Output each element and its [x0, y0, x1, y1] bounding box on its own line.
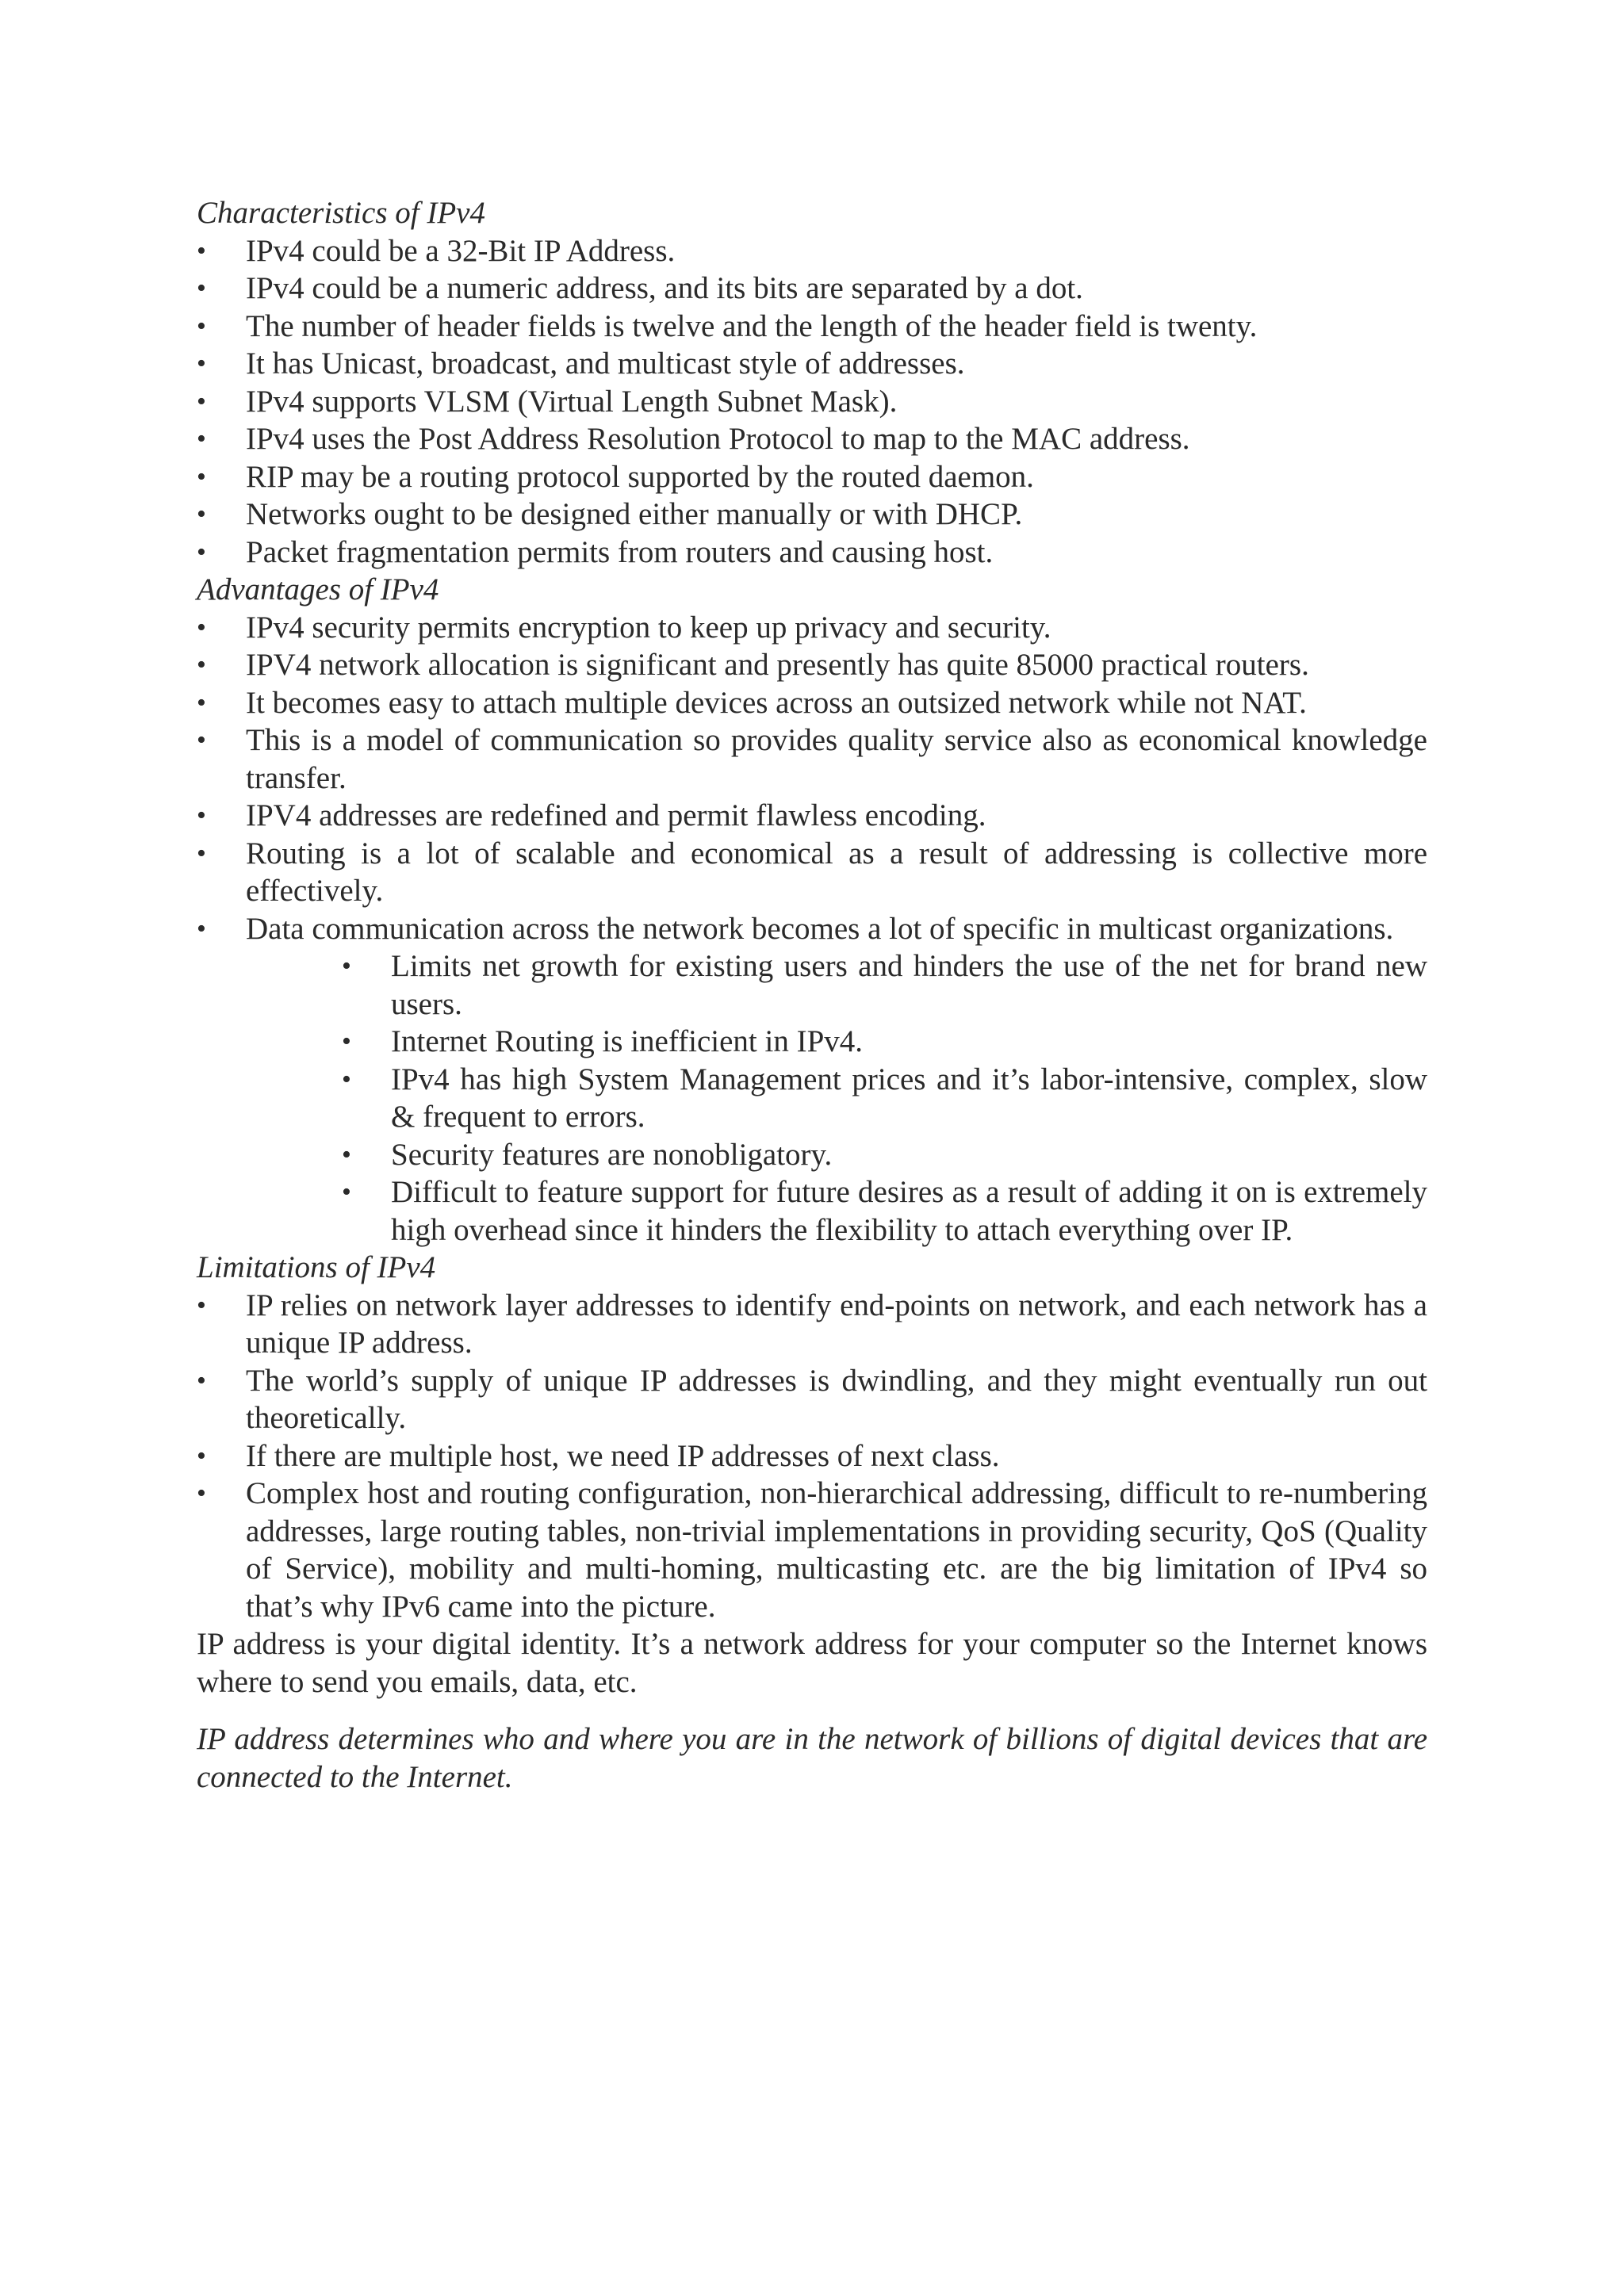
characteristics-heading: Characteristics of IPv4	[197, 196, 485, 230]
advantages-sub-list	[197, 947, 1427, 1249]
list-item: • This is a model of communication so provides quality service also as economical knowledge transfer.	[197, 721, 1427, 797]
document-page	[197, 194, 1427, 1796]
list-item: • IP relies on network layer addresses to identify end-points on network, and each network has a unique IP address.	[197, 1287, 1427, 1362]
list-item: • Networks ought to be designed either manually or with DHCP.	[197, 496, 1427, 534]
list-item: • Complex host and routing configuration, non-hierarchical addressing, difficult to re-numbering addresses, large routing tables, non-trivial implementations in providing security, QoS (Quality of Service), mobility and multi-homing, multicasting etc. are the big limitation of IPv4 so that’s why IPv6 came into the picture.	[197, 1475, 1427, 1625]
limitations-list	[197, 1287, 1427, 1626]
limitations-heading: Limitations of IPv4	[197, 1250, 436, 1284]
characteristics-list	[197, 232, 1427, 572]
list-item: • If there are multiple host, we need IP addresses of next class.	[197, 1437, 1427, 1475]
closing-paragraph: IP address is your digital identity. It’s a network address for your computer so the Internet knows where to send you emails, data, etc.	[197, 1627, 1427, 1699]
sub-list-item: • Security features are nonobligatory.	[342, 1136, 1427, 1174]
sub-list-item: • IPv4 has high System Management prices and it’s labor-intensive, complex, slow & frequent to errors.	[342, 1061, 1427, 1136]
list-item: • It has Unicast, broadcast, and multicast style of addresses.	[197, 345, 1427, 383]
list-item: • It becomes easy to attach multiple devices across an outsized network while not NAT.	[197, 684, 1427, 722]
list-item: • IPv4 supports VLSM (Virtual Length Subnet Mask).	[197, 383, 1427, 421]
list-item: • Routing is a lot of scalable and economical as a result of addressing is collective more effectively.	[197, 835, 1427, 910]
list-item: • The number of header fields is twelve and the length of the header field is twenty.	[197, 308, 1427, 346]
list-item: • IPV4 addresses are redefined and permit flawless encoding.	[197, 797, 1427, 835]
list-item: • IPV4 network allocation is significant and presently has quite 85000 practical routers.	[197, 646, 1427, 684]
list-item: • IPv4 could be a 32-Bit IP Address.	[197, 232, 1427, 270]
list-item: • Packet fragmentation permits from routers and causing host.	[197, 534, 1427, 572]
closing-italic-paragraph: IP address determines who and where you are in the network of billions of digital devices that are connected to the Internet.	[197, 1722, 1427, 1794]
sub-list-item: • Internet Routing is inefficient in IPv4.	[342, 1023, 1427, 1061]
list-item: • IPv4 security permits encryption to keep up privacy and security.	[197, 609, 1427, 647]
list-item: • RIP may be a routing protocol supported by the routed daemon.	[197, 458, 1427, 496]
list-item: • IPv4 uses the Post Address Resolution Protocol to map to the MAC address.	[197, 420, 1427, 458]
list-item: • Data communication across the network becomes a lot of specific in multicast organizations.	[197, 910, 1427, 948]
advantages-list	[197, 609, 1427, 948]
list-item: • The world’s supply of unique IP addresses is dwindling, and they might eventually run out theoretically.	[197, 1362, 1427, 1437]
sub-list-item: • Limits net growth for existing users and hinders the use of the net for brand new users.	[342, 947, 1427, 1023]
advantages-heading: Advantages of IPv4	[197, 572, 439, 607]
list-item: • IPv4 could be a numeric address, and its bits are separated by a dot.	[197, 270, 1427, 308]
sub-list-item: • Difficult to feature support for future desires as a result of adding it on is extremely high overhead since it hinders the flexibility to attach everything over IP.	[342, 1173, 1427, 1249]
